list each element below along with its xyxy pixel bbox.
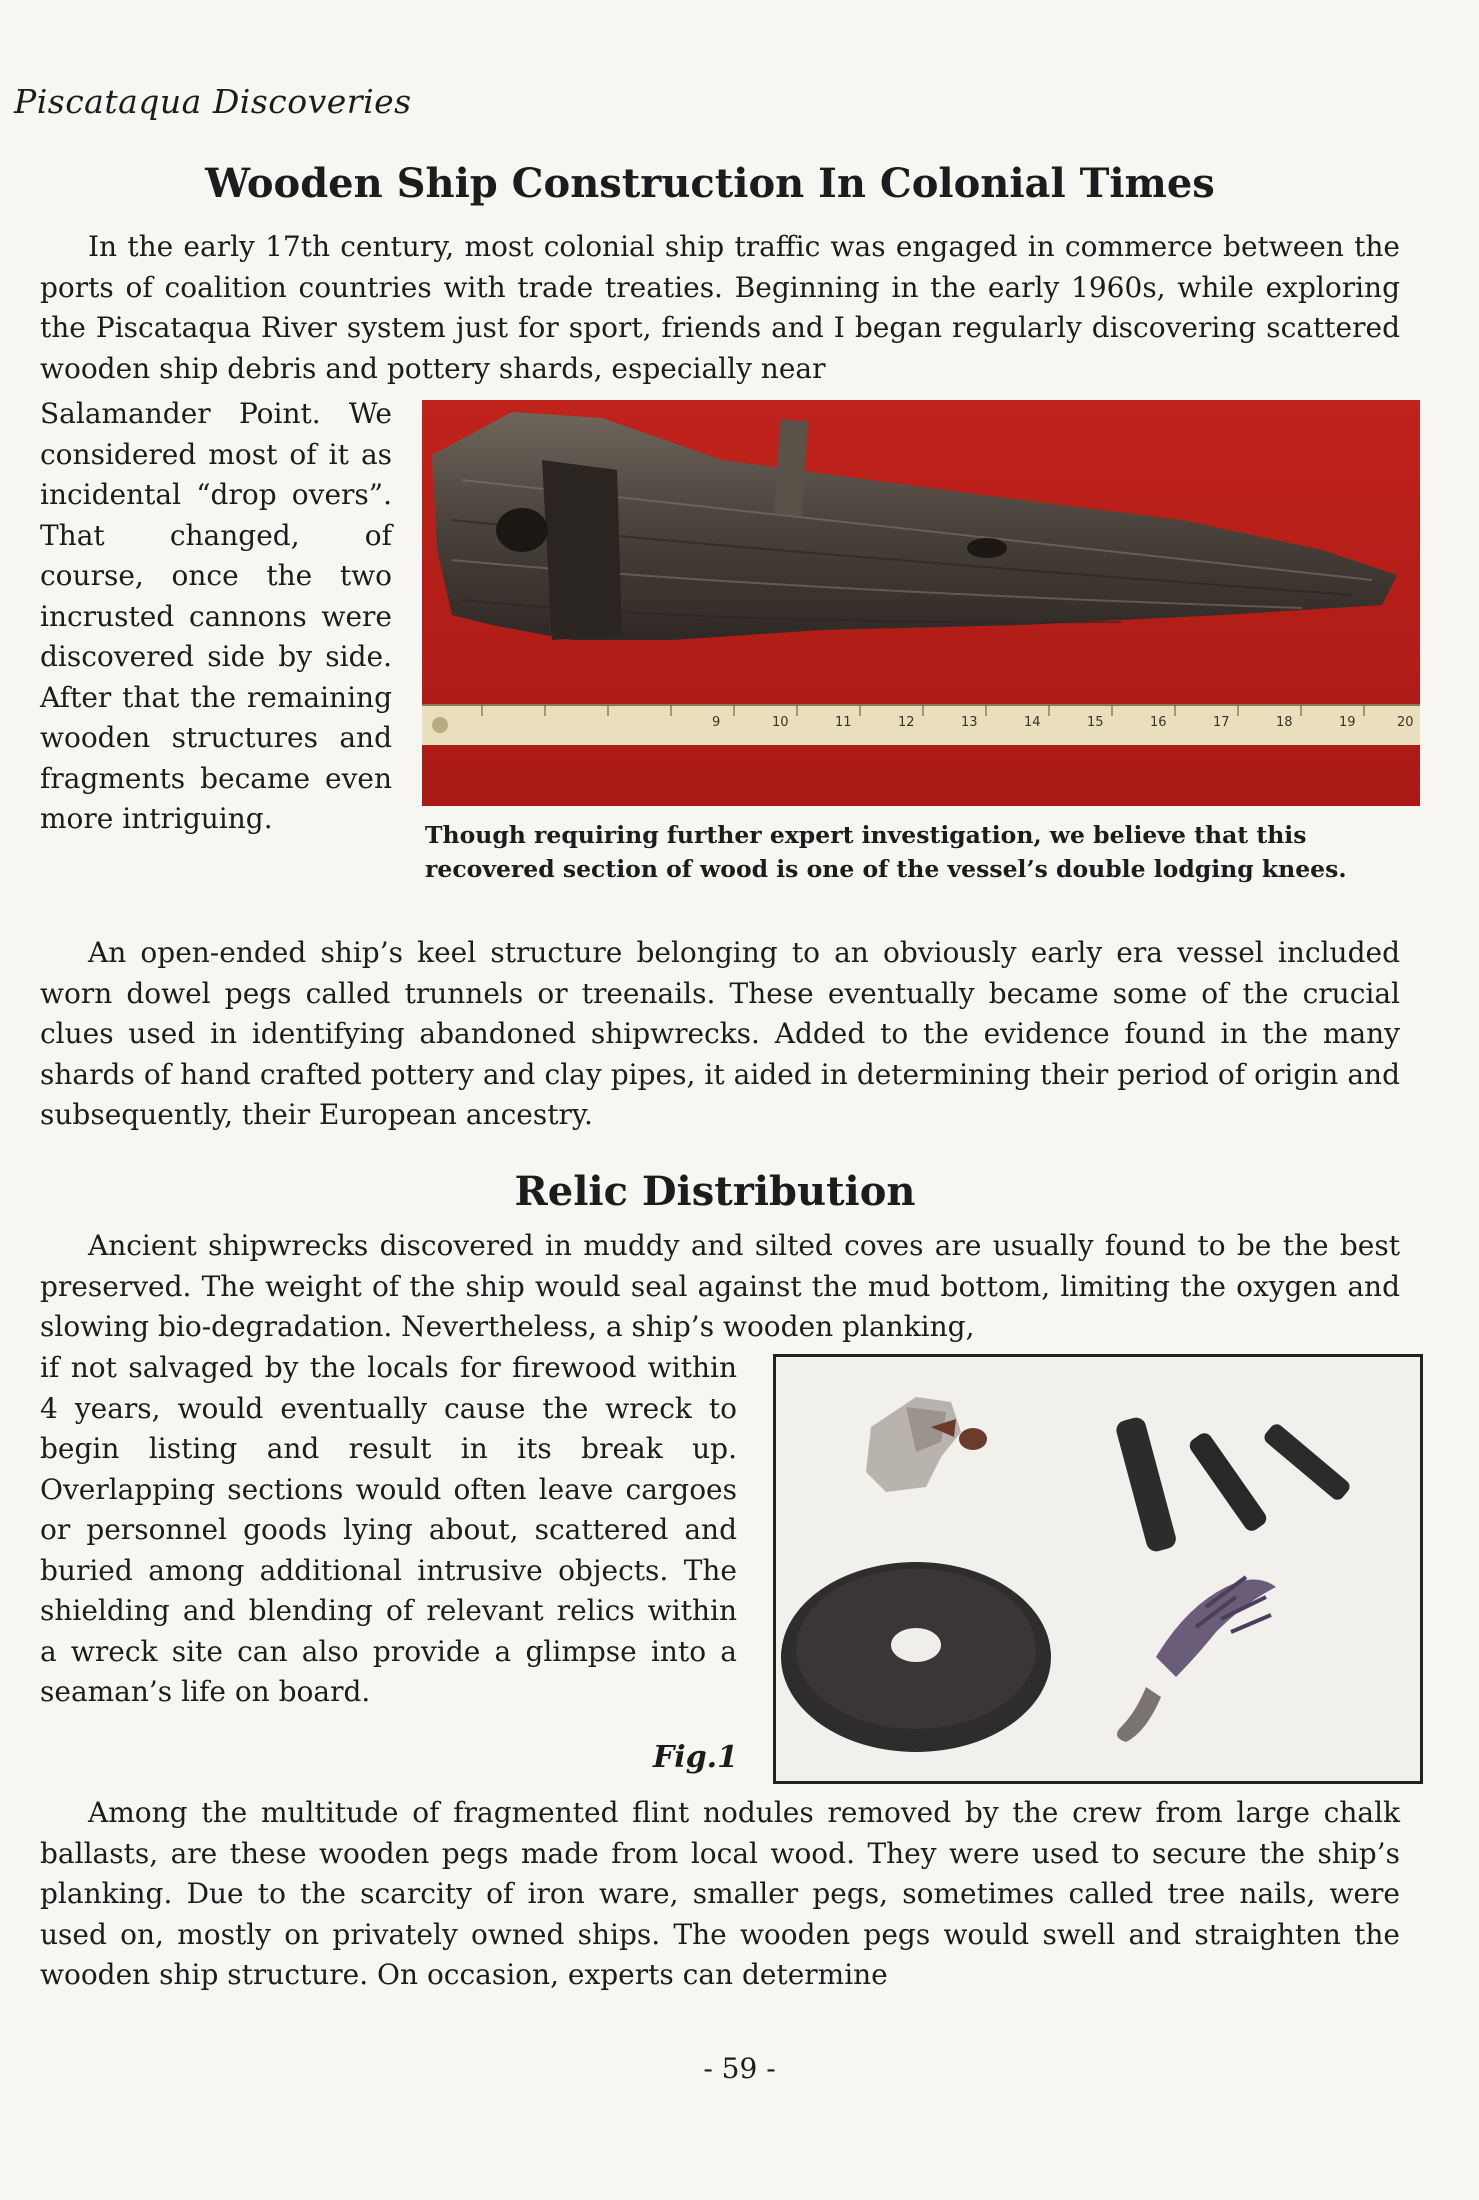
figure-label: Fig.1 <box>653 1740 738 1775</box>
ruler-mark: 18 <box>1276 715 1293 730</box>
ruler-mark: 17 <box>1213 715 1230 730</box>
ruler-mark: 11 <box>835 715 852 730</box>
ruler-mark: 12 <box>898 715 915 730</box>
paragraph-shipwrecks: Ancient shipwrecks discovered in muddy and silted coves are usually found to be the best preserved. The weight of the ship would seal against the mud bottom, limiting the oxygen and slowing bio-degradation. Nevertheless, a ship’s wooden planking, <box>40 1229 1400 1343</box>
ruler-mark: 19 <box>1339 715 1356 730</box>
running-head: Piscataqua Discoveries <box>14 82 412 121</box>
ruler-mark: 16 <box>1150 715 1167 730</box>
ruler-mark: 13 <box>961 715 978 730</box>
ruler-mark: 10 <box>772 715 789 730</box>
paragraph-intro: In the early 17th century, most colonial ship traffic was engaged in commerce between the ports of coalition countries with trade treaties. Beginning in the early 1960s, while exploring the Piscataqua River system just for sport, friends and I began regularly discovering scattered wooden ship debris and pottery shards, especially near <box>40 230 1400 385</box>
ruler-mark: 15 <box>1087 715 1104 730</box>
lodging-knee-photo <box>422 400 1420 806</box>
coral-fragment <box>1156 1580 1276 1678</box>
ruler-mark: 9 <box>712 715 721 730</box>
ruler-mark: 20 <box>1397 715 1414 730</box>
photo-caption: Though requiring further expert investigation, we believe that this recovered section of wood is one of the vessel’s double lodging knees. <box>425 821 1347 883</box>
paragraph-salvage-wrap: if not salvaged by the locals for firewood within 4 years, would eventually cause the wreck to begin listing and result in its break up. Overlapping sections would often leave cargoes or personnel goods lying about, scattered and buried among additional intrusive objects. The shielding and blending of relevant relics within a wreck site can also provide a glimpse into a seaman’s life on board. <box>40 1351 737 1708</box>
ruler-mark: 14 <box>1024 715 1041 730</box>
relics-photo <box>773 1354 1423 1784</box>
paragraph-wooden-pegs: Among the multitude of fragmented flint nodules removed by the crew from large chalk ballasts, are these wooden pegs made from local wood. They were used to secure the ship’s planking. Due to the scarcity of iron ware, smaller pegs, sometimes called tree nails, were used on, mostly on privately owned ships. The wooden pegs would swell and straighten the wooden ship structure. On occasion, experts can determine <box>40 1796 1400 1991</box>
section-title-relic-distribution: Relic Distribution <box>514 1168 916 1215</box>
paragraph-keel: An open-ended ship’s keel structure belonging to an obviously early era vessel included worn dowel pegs called trunnels or treenails. These eventually became some of the crucial clues used in identifying abandoned shipwrecks. Added to the evidence found in the many shards of hand crafted pottery and clay pipes, it aided in determining their period of origin and subsequently, their European ancestry. <box>40 936 1400 1131</box>
section-title-wooden-ship: Wooden Ship Construction In Colonial Times <box>205 160 1215 207</box>
page-number: - 59 - <box>703 2052 776 2085</box>
paragraph-salamander-wrap: Salamander Point. We considered most of it as incidental “drop overs”. That changed, of course, once the two incrusted cannons were discovered side by side. After that the remaining wooden structures and fragments became even more intriguing. <box>40 397 392 835</box>
